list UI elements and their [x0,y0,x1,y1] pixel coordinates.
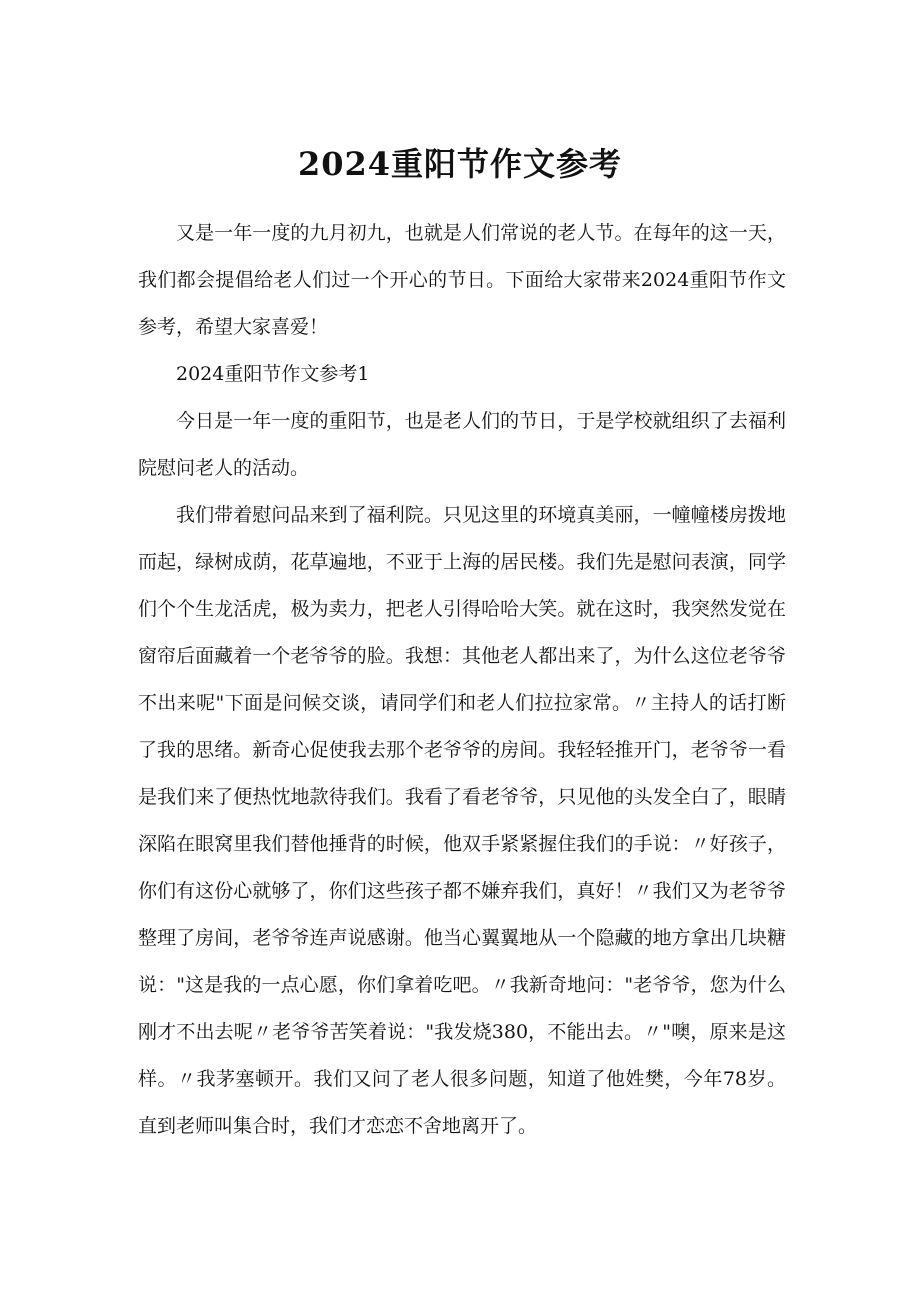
section-heading: 2024重阳节作文参考1 [176,363,370,385]
document-title: 2024重阳节作文参考 [297,145,623,183]
document-body [138,210,786,1150]
intro-paragraph: 又是一年一度的九月初九，也就是人们常说的老人节。在每年的这一天，我们都会提倡给老人们过一个开心的节日。下面给大家带来2024重阳节作文参考，希望大家喜爱！ [138,222,786,338]
body-paragraph-2: 我们带着慰问品来到了福利院。只见这里的环境真美丽，一幢幢楼房拨地而起，绿树成荫，花草遍地，不亚于上海的居民楼。我们先是慰问表演，同学们个个生龙活虎，极为卖力，把老人引得哈哈大笑。就在这时，我突然发觉在窗帘后面藏着一个老爷爷的脸。我想：其他老人都出来了，为什么这位老爷爷不出来呢"下面是问候交谈，请同学们和老人们拉拉家常。〃主持人的话打断了我的思绪。新奇心促使我去那个老爷爷的房间。我轻轻推开门，老爷爷一看是我们来了便热忱地款待我们。我看了看老爷爷，只见他的头发全白了，眼睛深陷在眼窝里我们替他捶背的时候，他双手紧紧握住我们的手说：〃好孩子，你们有这份心就够了，你们这些孩子都不嫌弃我们，真好！〃我们又为老爷爷整理了房间，老爷爷连声说感谢。他当心翼翼地从一个隐藏的地方拿出几块糖说："这是我的一点心愿，你们拿着吃吧。〃我新奇地问："老爷爷，您为什么刚才不出去呢〃老爷爷苦笑着说："我发烧380，不能出去。〃"噢，原来是这样。〃我茅塞顿开。我们又问了老人很多问题，知道了他姓樊，今年78岁。直到老师叫集合时，我们才恋恋不舍地离开了。 [138,504,786,1137]
body-paragraph-1: 今日是一年一度的重阳节，也是老人们的节日，于是学校就组织了去福利院慰问老人的活动。 [138,410,786,479]
